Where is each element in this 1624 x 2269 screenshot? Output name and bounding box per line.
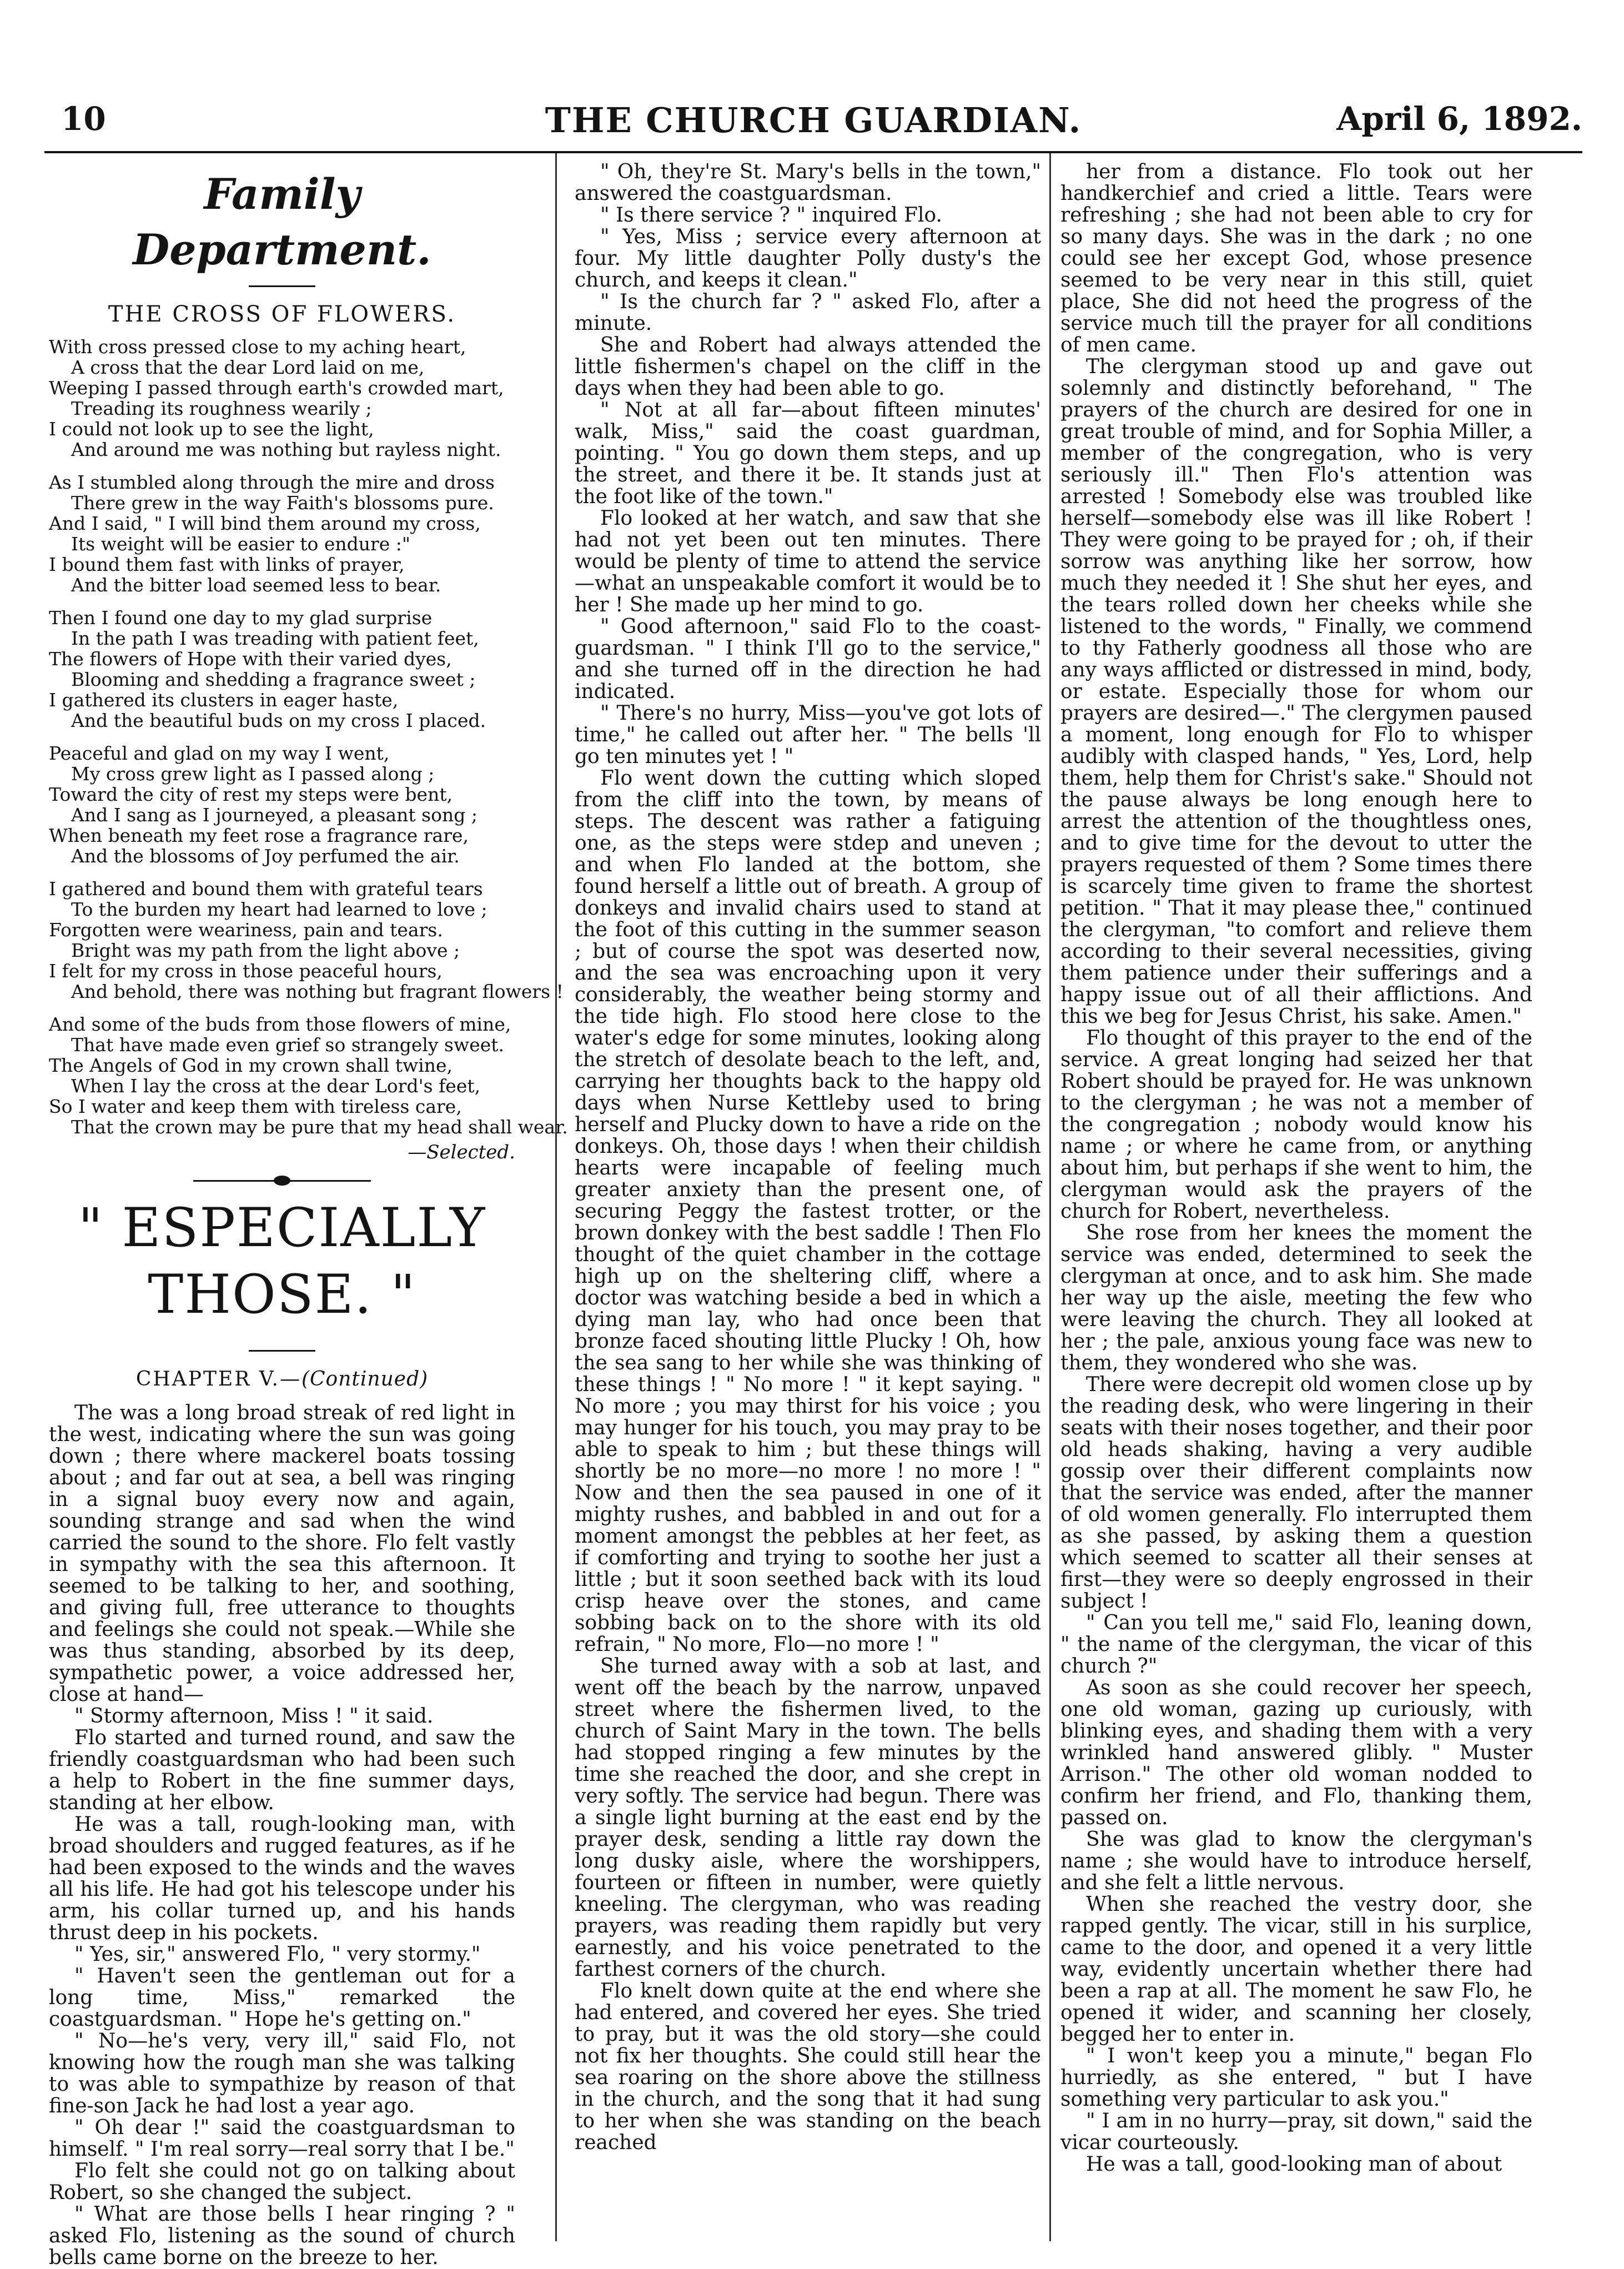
paragraph: her from a distance. Flo took out her handkerchief and cried a little. Tears were refreshing ; she had not been able to cry for so many days. She was in the dark ; no one could see her except God, whose presence seemed to be very near in this still, quiet place, She did not heed the progress of the service much till the prayer for all conditions of men came. — [1060, 160, 1532, 357]
poem-line: Toward the city of rest my steps were bent, — [49, 784, 453, 805]
header-rule — [44, 151, 1582, 153]
poem-stanza — [49, 472, 515, 595]
paragraph: Flo looked at her watch, and saw that she had not yet been out ten minutes. There would be plenty of time to attend the service—what an unspeakable comfort it would be to her ! She made up her mind to go. — [575, 507, 1041, 616]
paragraph: She turned away with a sob at last, and went off the beach by the narrow, unpaved street where the fishermen lived, to the church of Saint Mary in the town. The bells had stopped ringing a few minutes by the time she reached the door, and she crept in very softly. The service had begun. There was a single light burning at the east end by the prayer desk, sending a little ray down the long dusky aisle, where the worshippers, fourteen or fifteen in number, were quietly kneeling. The clergyman, who was reading prayers, was reading them rapidly but very earnestly, and his voice penetrated to the farthest corners of the church. — [575, 1655, 1041, 1981]
paragraph: Flo went down the cutting which sloped from the cliff into the town, by means of steps. The descent was rather a fatiguing one, as the steps were stdep and uneven ; and when Flo landed at the bottom, she found herself a little out of breath. A group of donkeys and invalid chairs used to stand at the foot of this cutting in the summer season ; but of course the spot was deserted now, and the sea was encroaching upon it very considerably, the weather being stormy and the tide high. Flo stood here close to the water's edge for some minutes, looking along the stretch of desolate beach to the left, and, carrying her thoughts back to the happy old days when Nurse Kettleby used to bring herself and Plucky down to have a ride on the donkeys. Oh, those days ! when their childish hearts were incapable of feeling much greater anxiety than the present one, of securing Peggy the fastest trotter, or the brown donkey with the best saddle ! Then Flo thought of the quiet chamber in the cottage high up on the sheltering cliff, where a doctor was watching beside a bed in which a dying man lay, who had once been that bronze faced shouting little Plucky ! Oh, how the sea sang to her while she was thinking of these things ! " No more ! " it kept saying. " No more ; you may thirst for his voice ; you may hunger for his touch, you may pray to be able to speak to him ; but these things will shortly be no more—no more ! no more ! " Now and then the sea paused in one of it mighty rushes, and babbled in and out for a moment amongst the pebbles at her feet, as if comforting and trying to soothe her just a little ; but it soon seethed back with its loud crisp heave over the stones, and came sobbing back on to the shore with its old refrain, " No more, Flo—no more ! " — [575, 767, 1041, 1656]
poem-line: And the bitter load seemed less to bear. — [71, 574, 441, 596]
poem-line: Peaceful and glad on my way I went, — [49, 742, 390, 764]
poem-line: And I sang as I journeyed, a pleasant song ; — [71, 804, 477, 826]
poem-line: A cross that the dear Lord laid on me, — [71, 357, 425, 378]
paragraph: " I won't keep you a minute," began Flo hurriedly, as she entered, " but I have something very particular to ask you." — [1060, 2045, 1532, 2111]
paragraph: When she reached the vestry door, she rapped gently. The vicar, still in his surplice, came to the door, and opened it a very little way, evidently uncertain whether there had been a rap at all. The moment he saw Flo, he opened it wider, and scanning her closely, begged her to enter in. — [1060, 1893, 1532, 2046]
poem-line: When beneath my feet rose a fragrance rare, — [49, 825, 469, 846]
paragraph: " Can you tell me," said Flo, leaning down, " the name of the clergyman, the vicar of this church ?" — [1060, 1612, 1532, 1678]
chapter-heading — [49, 1368, 515, 1390]
poem-line: I gathered and bound them with grateful tears — [49, 878, 483, 900]
chapter-note: (Continued) — [301, 1368, 429, 1390]
paragraph: " There's no hurry, Miss—you've got lots of time," he called out after her. " The bells 'll go ten minutes yet ! " — [575, 702, 1041, 768]
column-divider — [555, 153, 557, 2241]
poem-line: That have made even grief so strangely sweet. — [71, 1034, 505, 1056]
poem-line: In the path I was treading with patient feet, — [71, 628, 479, 649]
column-2-text — [575, 161, 1041, 2153]
poem-line: So I water and keep them with tireless care, — [49, 1096, 462, 1117]
poem-stanza — [49, 1013, 568, 1138]
column-3-text — [1060, 161, 1532, 2175]
newspaper-title: THE CHURCH GUARDIAN. — [545, 100, 1082, 140]
poem-line: And the blossoms of Joy perfumed the air. — [71, 845, 460, 867]
department-title: Family Department. — [133, 169, 431, 274]
paragraph: Flo thought of this prayer to the end of the service. A great longing had seized her that Robert should be prayed for. He was unknown to the clergyman ; he was not a member of the congregation ; nobody would know his name ; or where he came from, or anything about him, but perhaps if she went to him, the clergyman would ask the prayers of the church for Robert, nevertheless. — [1060, 1027, 1532, 1223]
paragraph: Flo started and turned round, and saw the friendly coastguardsman who had been such a help to Robert in the fine summer days, standing at her elbow. — [49, 1726, 515, 1814]
poem-line: Then I found one day to my glad surprise — [49, 607, 433, 629]
poem-attribution: —Selected. — [408, 1141, 515, 1163]
poem-stanza — [49, 743, 515, 866]
section-rule — [249, 1350, 315, 1352]
column-1-text — [49, 1402, 515, 2268]
poem-title: THE CROSS OF FLOWERS. — [108, 302, 456, 327]
poem-line: Forgotten were weariness, pain and tears. — [49, 919, 443, 941]
section-rule — [249, 285, 315, 287]
poem-line: When I lay the cross at the dear Lord's feet, — [71, 1075, 481, 1097]
column-1 — [49, 161, 568, 2269]
poem-line: That the crown may be pure that my head shall wear. — [71, 1116, 568, 1138]
paragraph: She was glad to know the clergyman's name ; she would have to introduce herself, and she felt a little nervous. — [1060, 1828, 1532, 1894]
paragraph: " I am in no hurry—pray, sit down," said the vicar courteously. — [1060, 2110, 1532, 2154]
poem-line: The flowers of Hope with their varied dyes, — [49, 648, 452, 670]
paragraph: He was a tall, good-looking man of about — [1086, 2153, 1502, 2176]
paragraph: " Yes, Miss ; service every afternoon at four. My little daughter Polly dusty's the church, and keeps it clean." — [575, 225, 1041, 292]
ornamental-rule — [193, 1178, 371, 1183]
paragraph: She rose from her knees the moment the service was ended, determined to seek the clergyman at once, and to ask him. She made her way up the aisle, meeting the few who were leaving the church. They all looked at her ; the pale, anxious young face was new to them, they wondered who she was. — [1060, 1222, 1532, 1374]
poem-line: I gathered its clusters in eager haste, — [49, 689, 399, 711]
poem-line: And around me was nothing but rayless night. — [71, 439, 501, 460]
poem-body — [49, 336, 568, 1138]
poem-line: With cross pressed close to my aching heart, — [49, 336, 466, 358]
poem-line: I bound them fast with links of prayer, — [49, 554, 405, 575]
paragraph: " No—he's very, very ill," said Flo, not knowing how the rough man she was talking to was able to sympathize by reason of that fine-son Jack he had lost a year ago. — [49, 2030, 515, 2117]
paragraph: Flo felt she could not go on talking about Robert, so she changed the subject. — [49, 2160, 515, 2204]
poem-line: There grew in the way Faith's blossoms pure. — [71, 492, 494, 514]
poem-line: Its weight will be easier to endure :" — [71, 533, 411, 555]
issue-date: April 6, 1892. — [1336, 100, 1582, 138]
poem-line: And I said, " I will bind them around my cross, — [49, 513, 481, 534]
poem-stanza — [49, 337, 515, 460]
poem-line: Treading its roughness wearily ; — [71, 398, 372, 419]
paragraph: " What are those bells I hear ringing ? " asked Flo, listening as the sound of church bells came borne on the breeze to her. — [49, 2203, 515, 2269]
page-header — [44, 100, 1582, 144]
poem-line: And behold, there was nothing but fragrant flowers ! — [71, 981, 564, 1002]
paragraph: " Haven't seen the gentleman out for a long time, Miss," remarked the coastguardsman. " Hope he's getting on." — [49, 1965, 515, 2031]
paragraph: " Is there service ? " inquired Flo. — [600, 204, 942, 227]
paragraph: " Stormy afternoon, Miss ! " it said. — [74, 1705, 434, 1728]
poem-line: And the beautiful buds on my cross I placed. — [71, 710, 486, 731]
column-divider — [1049, 153, 1051, 2241]
page-number: 10 — [61, 100, 106, 138]
poem-stanza — [49, 608, 515, 731]
column-2 — [575, 161, 1041, 2153]
poem-line: To the burden my heart had learned to love ; — [71, 898, 487, 920]
poem-line: Weeping I passed through earth's crowded mart, — [49, 377, 504, 399]
chapter-label: CHAPTER V.— — [135, 1368, 301, 1390]
paragraph: " Not at all far—about fifteen minutes' walk, Miss," said the coast guardman, pointing. " You go down them steps, and up the street, and there it be. It stands just at the foot like of the town." — [575, 399, 1041, 508]
poem-line: And some of the buds from those flowers of mine, — [49, 1013, 511, 1035]
poem-line: I could not look up to see the light, — [49, 418, 374, 440]
paragraph: Flo knelt down quite at the end where she had entered, and covered her eyes. She tried to pray, but it was the old story—she could not fix her thoughts. She could still hear the sea roaring on the shore above the stillness in the church, and the song that it had sung to her when she was standing on the beach reached — [575, 1980, 1041, 2154]
story-title: " ESPECIALLY THOSE. " — [78, 1197, 486, 1326]
paragraph: She and Robert had always attended the little fishermen's chapel on the cliff in the days when they had been able to go. — [575, 334, 1041, 400]
paragraph: As soon as she could recover her speech, one old woman, gazing up curiously, with blinking eyes, and shading them with a very wrinkled hand answered glibly. " Muster Arrison." The other old woman nodded to confirm her friend, and Flo, thanking them, passed on. — [1060, 1676, 1532, 1829]
paragraph: " Yes, sir," answered Flo, " very stormy." — [74, 1943, 481, 1966]
poem-line: Blooming and shedding a fragrance sweet ; — [71, 669, 476, 690]
poem-line: The Angels of God in my crown shall twine, — [49, 1055, 453, 1076]
poem-line: As I stumbled along through the mire and dross — [49, 471, 495, 493]
poem-line: Bright was my path from the light above ; — [71, 940, 460, 961]
paragraph: " Oh, they're St. Mary's bells in the town," answered the coastguardsman. — [575, 160, 1041, 205]
paragraph: There were decrepit old women close up by the reading desk, who were lingering in their seats with their noses together, and their poor old heads shaking, having a very audible gossip over their different complaints now that the service was ended, after the manner of old women generally. Flo interrupted them as she passed, by asking them a question which seemed to scatter all their senses at first—they were so deeply engrossed in their subject ! — [1060, 1373, 1532, 1613]
poem-stanza — [49, 878, 564, 1002]
poem-line: I felt for my cross in those peaceful hours, — [49, 960, 443, 982]
paragraph: He was a tall, rough-looking man, with broad shoulders and rugged features, as if he had been exposed to the winds and the waves all his life. He had got his telescope under his arm, his collar turned up, and his hands thrust deep in his pockets. — [49, 1813, 515, 1944]
paragraph: " Good afternoon," said Flo to the coast-guardsman. " I think I'll go to the service," and she turned off in the direction he had indicated. — [575, 615, 1041, 703]
paragraph: " Oh dear !" said the coastguardsman to himself. " I'm real sorry—real sorry that I be." — [49, 2116, 515, 2161]
paragraph: The was a long broad streak of red light in the west, indicating where the sun was going down ; there where mackerel boats tossing about ; and far out at sea, a bell was ringing in a signal buoy every now and again, sounding strange and sad when the wind carried the sound to the shore. Flo felt vastly in sympathy with the sea this afternoon. It seemed to be talking to her, and soothing, and giving full, free utterance to thoughts and feelings she could not speak.—While she was thus standing, absorbed by its deep, sympathetic power, a voice addressed her, close at hand— — [49, 1402, 515, 1706]
column-3 — [1060, 161, 1532, 2175]
poem-line: My cross grew light as I passed along ; — [71, 763, 435, 785]
paragraph: " Is the church far ? " asked Flo, after a minute. — [575, 290, 1041, 335]
paragraph: The clergyman stood up and gave out solemnly and distinctly beforehand, " The prayers of the church are desired for one in great trouble of mind, and for Sophia Miller, a member of the congregation, who is very seriously ill." Then Flo's attention was arrested ! Somebody else was troubled like herself—somebody else was ill like Robert ! They were going to be prayed for ; oh, if their sorrow was anything like her sorrow, how much they needed it ! She shut her eyes, and the tears rolled down her cheeks while she listened to the words, " Finally, we commend to thy Fatherly goodness all those who are any ways afflicted or distressed in mind, body, or estate. Especially those for whom our prayers are desired—." The clergymen paused a moment, long enough for Flo to whisper audibly with clasped hands, " Yes, Lord, help them, help them for Christ's sake." Should not the pause always be long enough here to arrest the attention of the thoughtless ones, and to give time for the devout to utter the prayers requested of them ? Some times there is scarcely time given to frame the shortest petition. " That it may please thee," continued the clergyman, "to comfort and relieve them according to their several necessities, giving them patience under their sufferings and a happy issue out of all their afflictions. And this we beg for Jesus Christ, his sake. Amen." — [1060, 355, 1532, 1028]
